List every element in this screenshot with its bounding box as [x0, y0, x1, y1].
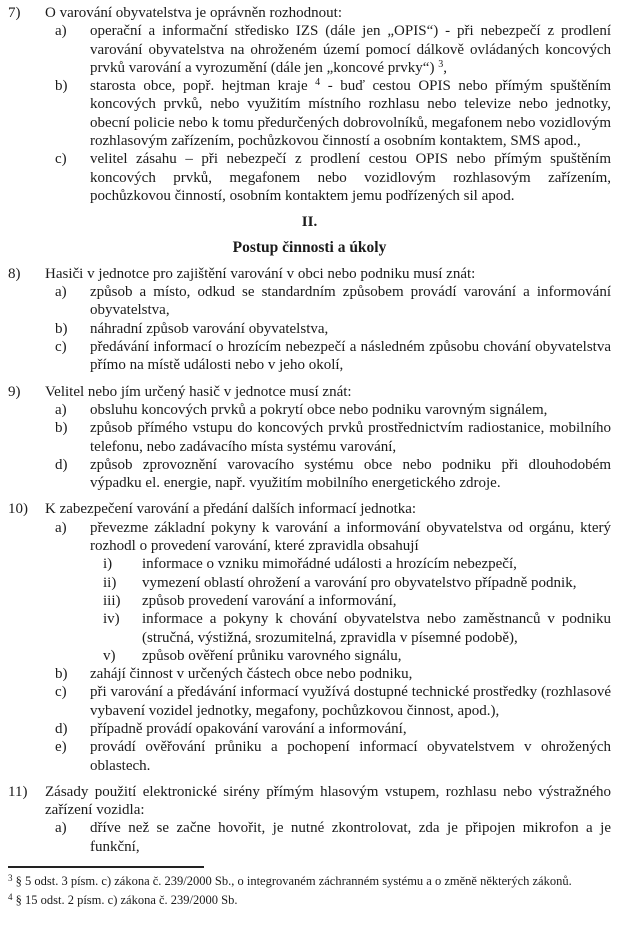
list-item-7c — [55, 150, 611, 205]
item-10c-marker: c) — [55, 684, 67, 701]
item-10a-marker: a) — [55, 519, 67, 536]
footnote-4 — [8, 891, 611, 910]
item-7b-text — [90, 77, 611, 150]
item-10a-iv-marker: iv) — [103, 611, 120, 628]
item-10-lead: K zabezpečení varování a předání dalších informací jednotka: — [45, 501, 417, 518]
item-10d-text: případně provádí opakování varování a informování, — [90, 720, 407, 737]
item-8a-text: způsob a místo, odkud se standardním způsobem provádí varování a informování obyvatelstva, — [90, 284, 611, 319]
list-item-9b — [55, 419, 611, 456]
list-item-7a — [55, 22, 611, 77]
item-7-lead: O varování obyvatelstva je oprávněn rozhodnout: — [45, 5, 342, 21]
list-item-10 — [8, 500, 611, 774]
item-9a-text: obsluhu koncových prvků a pokrytí obce nebo podniku varovným signálem, — [90, 401, 548, 418]
list-item-10a-i — [103, 555, 611, 573]
list-item-8b — [55, 320, 611, 338]
item-11-number: 11) — [8, 783, 28, 800]
item-10a-v-text: způsob ověření průniku varovného signálu, — [142, 647, 402, 664]
list-item-10a-iii — [103, 592, 611, 610]
item-7c-text: velitel zásahu – při nebezpečí z prodlení cestou OPIS nebo přímým spuštěním koncových prvků, megafonem nebo vozidlovým rozhlasovým zařízením, pochůzkovou činností, osobním kontaktem jemu podřízených sil apod. — [90, 151, 611, 204]
item-7b-marker: b) — [55, 78, 68, 95]
item-7-body — [45, 4, 611, 205]
item-9b-marker: b) — [55, 420, 68, 437]
list-item-11a — [55, 819, 611, 856]
list-item-10b — [55, 665, 611, 683]
list-item-10a-v — [103, 647, 611, 665]
item-8b-text: náhradní způsob varování obyvatelstva, — [90, 320, 329, 337]
list-item-7b — [55, 77, 611, 150]
item-11a-text: dříve než se začne hovořit, je nutné zkontrolovat, zda je připojen mikrofon a je funkční, — [90, 820, 611, 855]
item-10a-ii-text: vymezení oblastí ohrožení a varování pro obyvatelstvo případně podnik, — [142, 574, 577, 591]
list-item-8c — [55, 338, 611, 375]
footnotes-section — [8, 866, 611, 909]
list-item-7 — [8, 4, 611, 205]
item-10e-marker: e) — [55, 739, 67, 756]
item-8b-marker: b) — [55, 320, 68, 337]
item-7b-text-pre: starosta obce, popř. hejtman kraje — [90, 78, 316, 95]
item-10b-marker: b) — [55, 666, 68, 683]
item-10a-text: převezme základní pokyny k varování a informování obyvatelstva od orgánu, který rozhodl o provedení varování, které zpravidla obsahují — [90, 519, 611, 555]
item-8-body — [45, 265, 611, 375]
list-item-11 — [8, 783, 611, 856]
footnote-3-marker: 3 — [8, 873, 13, 884]
item-10-body — [45, 500, 611, 774]
footnote-ref-3: 3 — [438, 58, 444, 70]
item-11a-marker: a) — [55, 820, 67, 837]
list-item-10a — [55, 519, 611, 665]
item-7a-text-post: , — [443, 59, 447, 76]
item-10e-text: provádí ověřování průniku a pochopení informací obyvatelstvem v ohrožených oblastech. — [90, 739, 611, 774]
item-7a-text-pre: operační a informační středisko IZS (dále jen „OPIS“) - při nebezpečí z prodlení varování obyvatelstva na ohroženém území pomocí dálkově ovládaných koncových prvků varování a vyrozumění (dále jen „koncové prvky“) — [90, 23, 611, 76]
item-11-body — [45, 783, 611, 856]
list-item-8 — [8, 265, 611, 375]
list-item-9d — [55, 456, 611, 493]
item-9b-text: způsob přímého vstupu do koncových prvků prostřednictvím radiostanice, mobilního telefonu, nebo zadávacího místa systému varování, — [90, 420, 611, 455]
footnote-3 — [8, 872, 611, 891]
item-8a-marker: a) — [55, 284, 67, 301]
section-title: Postup činnosti a úkoly — [232, 238, 387, 256]
item-8-lead: Hasiči v jednotce pro zajištění varování v obci nebo podniku musí znát: — [45, 265, 476, 282]
item-10a-v-marker: v) — [103, 647, 116, 664]
item-10b-text: zahájí činnost v určených částech obce nebo podniku, — [90, 666, 413, 683]
item-9a-marker: a) — [55, 401, 67, 418]
list-item-10d — [55, 720, 611, 738]
list-item-9a — [55, 401, 611, 419]
section-number: II. — [301, 214, 318, 231]
item-8-number: 8) — [8, 265, 21, 282]
item-8c-text: předávání informací o hrozícím nebezpečí a následném způsobu chování obyvatelstva přímo na místě události nebo v jeho okolí, — [90, 339, 611, 374]
item-10a-iii-marker: iii) — [103, 592, 121, 609]
item-10a-i-marker: i) — [103, 556, 113, 573]
item-9d-text: způsob zprovoznění varovacího systému obce nebo podniku při dlouhodobém výpadku el. energie, např. využitím mobilního energetického zdroje. — [90, 456, 611, 492]
list-item-10a-iv — [103, 610, 611, 647]
item-8c-marker: c) — [55, 339, 67, 356]
item-9-lead: Velitel nebo jím určený hasič v jednotce musí znát: — [45, 383, 352, 400]
list-item-8a — [55, 283, 611, 320]
item-10a-iv-text: informace a pokyny k chování obyvatelstva nebo zaměstnanců v podniku (stručná, výstižná, srozumitelná, zpravidla v písemné podobě), — [142, 611, 611, 646]
item-7b-text-post: - buď cestou OPIS nebo přímým spuštěním koncových prvků, nebo využitím místního rozhlasu nebo televize nebo jednotky, obecní policie nebo k tomu předurčených dobrovolníků, megafonem nebo vozidlovým rozhlasovým zařízením, pochůzkovou činností a osobním kontaktem, SMS apod., — [90, 78, 611, 150]
item-11-lead: Zásady použití elektronické sirény přímým hlasovým vstupem, rozhlasu nebo výstražného zařízení vozidla: — [45, 783, 611, 819]
item-9d-marker: d) — [55, 456, 68, 473]
item-10c-text: při varování a předávání informací využívá dostupné technické prostředky (rozhlasové vybavení vozidel jednotky, megafony, pochůzkovou činnost, apod.), — [90, 684, 611, 719]
item-10d-marker: d) — [55, 720, 68, 737]
item-7c-marker: c) — [55, 151, 67, 168]
list-item-10c — [55, 683, 611, 720]
list-item-10a-ii — [103, 574, 611, 592]
item-10a-iii-text: způsob provedení varování a informování, — [142, 592, 397, 609]
footnote-ref-4: 4 — [315, 77, 321, 89]
item-9-body — [45, 383, 611, 493]
item-7-number: 7) — [8, 5, 21, 21]
footnote-separator-rule — [8, 866, 204, 868]
footnote-3-text: § 5 odst. 3 písm. c) zákona č. 239/2000 Sb., o integrovaném záchranném systému a o změně některých zákonů. — [12, 874, 572, 889]
item-7a-marker: a) — [55, 23, 67, 40]
item-10a-body — [90, 519, 611, 665]
footnote-4-marker: 4 — [8, 891, 13, 902]
footnote-4-text: § 15 odst. 2 písm. c) zákona č. 239/2000 Sb. — [12, 892, 238, 907]
item-10-number: 10) — [8, 501, 28, 518]
item-10a-i-text: informace o vzniku mimořádné události a hrozícím nebezpečí, — [142, 556, 517, 573]
item-10a-ii-marker: ii) — [103, 574, 117, 591]
list-item-10e — [55, 738, 611, 775]
item-7a-text — [90, 22, 611, 77]
item-9-number: 9) — [8, 383, 21, 400]
list-item-9 — [8, 383, 611, 493]
